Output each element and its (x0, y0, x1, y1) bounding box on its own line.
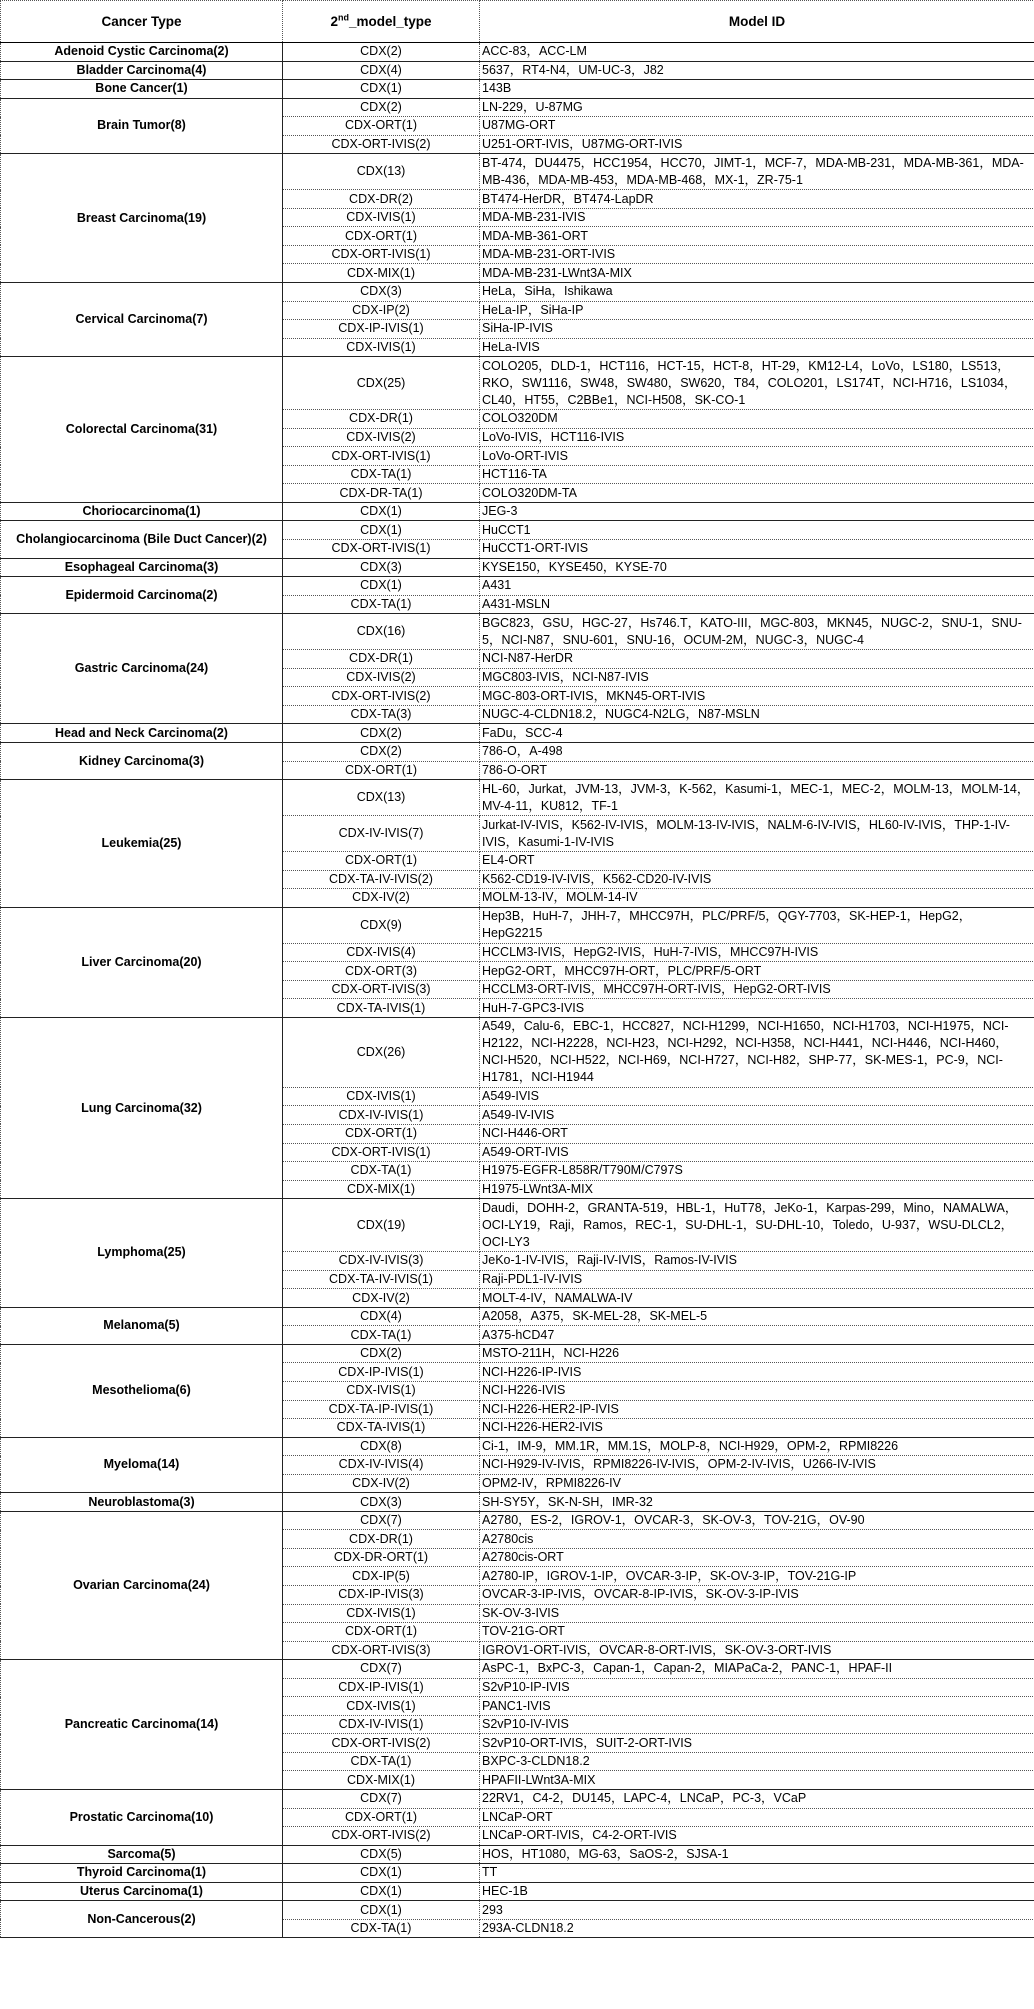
model-type-cell: CDX(19) (283, 1199, 480, 1252)
model-type-cell: CDX-IP-IVIS(1) (283, 320, 480, 339)
cancer-type-cell: Thyroid Carcinoma(1) (1, 1864, 283, 1883)
model-type-cell: CDX-TA-IV-IVIS(2) (283, 870, 480, 889)
table-row (1, 80, 1034, 99)
table-row (1, 98, 1034, 117)
model-id-cell: HCCLM3-ORT-IVIS，MHCC97H-ORT-IVIS，HepG2-ORT-IVIS (480, 980, 1034, 999)
table-row (1, 742, 1034, 761)
model-id-cell: HepG2-ORT，MHCC97H-ORT，PLC/PRF/5-ORT (480, 962, 1034, 981)
cancer-type-cell: Gastric Carcinoma(24) (1, 614, 283, 724)
model-id-cell: 22RV1，C4-2，DU145，LAPC-4，LNCaP，PC-3，VCaP (480, 1790, 1034, 1809)
model-id-cell: K562-CD19-IV-IVIS，K562-CD20-IV-IVIS (480, 870, 1034, 889)
model-type-cell: CDX-IP-IVIS(3) (283, 1586, 480, 1605)
model-id-cell: COLO205，DLD-1，HCT116，HCT-15，HCT-8，HT-29，KM12-L4，LoVo，LS180，LS513，RKO，SW1116，SW48，SW480，SW620，T84，COLO201，LS174T，NCI-H716，LS1034，CL40，HT55，C2BBe1，NCI-H508，SK-CO-1 (480, 357, 1034, 410)
model-type-cell: CDX-TA(1) (283, 1752, 480, 1771)
model-id-cell: A2780，ES-2，IGROV-1，OVCAR-3，SK-OV-3，TOV-21G，OV-90 (480, 1511, 1034, 1530)
model-id-cell: LNCaP-ORT-IVIS，C4-2-ORT-IVIS (480, 1827, 1034, 1846)
model-type-cell: CDX-IV-IVIS(3) (283, 1252, 480, 1271)
model-type-cell: CDX-IVIS(1) (283, 1087, 480, 1106)
model-id-cell: HOS，HT1080，MG-63，SaOS-2，SJSA-1 (480, 1845, 1034, 1864)
model-id-cell: HeLa-IVIS (480, 338, 1034, 357)
model-id-cell: A431 (480, 577, 1034, 596)
table-row (1, 1511, 1034, 1530)
model-type-cell: CDX-IVIS(2) (283, 668, 480, 687)
model-type-cell: CDX-IP-IVIS(1) (283, 1363, 480, 1382)
model-id-cell: FaDu，SCC-4 (480, 724, 1034, 743)
model-id-cell: SH-SY5Y，SK-N-SH，IMR-32 (480, 1493, 1034, 1512)
cancer-type-cell: Bone Cancer(1) (1, 80, 283, 99)
table-row (1, 43, 1034, 62)
model-id-cell: A2058，A375，SK-MEL-28，SK-MEL-5 (480, 1307, 1034, 1326)
model-id-cell: A549-ORT-IVIS (480, 1143, 1034, 1162)
model-id-cell: AsPC-1，BxPC-3，Capan-1，Capan-2，MIAPaCa-2，PANC-1，HPAF-II (480, 1660, 1034, 1679)
model-type-cell: CDX-TA-IP-IVIS(1) (283, 1400, 480, 1419)
table-row (1, 1199, 1034, 1252)
model-type-cell: CDX-IV-IVIS(1) (283, 1106, 480, 1125)
model-id-cell: HEC-1B (480, 1882, 1034, 1901)
model-id-cell: NCI-H226-IVIS (480, 1381, 1034, 1400)
table-row (1, 577, 1034, 596)
model-type-cell: CDX-IVIS(4) (283, 943, 480, 962)
cancer-type-cell: Liver Carcinoma(20) (1, 907, 283, 1017)
model-id-cell: HuH-7-GPC3-IVIS (480, 999, 1034, 1018)
header-model-type-post: _model_type (348, 14, 432, 29)
model-type-cell: CDX(5) (283, 1845, 480, 1864)
model-type-cell: CDX-DR(1) (283, 1530, 480, 1549)
model-id-cell: MGC-803-ORT-IVIS，MKN45-ORT-IVIS (480, 687, 1034, 706)
model-type-cell: CDX-IP(2) (283, 301, 480, 320)
model-id-cell: A2780cis (480, 1530, 1034, 1549)
model-type-cell: CDX(3) (283, 1493, 480, 1512)
cancer-type-cell: Uterus Carcinoma(1) (1, 1882, 283, 1901)
model-type-cell: CDX-TA(1) (283, 465, 480, 484)
model-type-cell: CDX-DR-TA(1) (283, 484, 480, 503)
model-id-cell: BGC823，GSU，HGC-27，Hs746.T，KATO-III，MGC-803，MKN45，NUGC-2，SNU-1，SNU-5，NCI-N87，SNU-601，SNU-16，OCUM-2M，NUGC-3，NUGC-4 (480, 614, 1034, 650)
cancer-type-cell: Neuroblastoma(3) (1, 1493, 283, 1512)
table-header (1, 1, 1034, 43)
model-type-cell: CDX(13) (283, 154, 480, 190)
model-type-cell: CDX-MIX(1) (283, 1180, 480, 1199)
model-id-cell: MGC803-IVIS，NCI-N87-IVIS (480, 668, 1034, 687)
table-row (1, 154, 1034, 190)
model-type-cell: CDX-ORT-IVIS(1) (283, 245, 480, 264)
table-row (1, 357, 1034, 410)
cancer-type-cell: Colorectal Carcinoma(31) (1, 357, 283, 503)
model-id-cell: HCT116-TA (480, 465, 1034, 484)
cancer-type-cell: Ovarian Carcinoma(24) (1, 1511, 283, 1659)
model-id-cell: LoVo-ORT-IVIS (480, 447, 1034, 466)
model-type-cell: CDX-ORT-IVIS(2) (283, 1827, 480, 1846)
model-id-cell: 143B (480, 80, 1034, 99)
model-type-cell: CDX-ORT-IVIS(1) (283, 540, 480, 559)
table-row (1, 1790, 1034, 1809)
model-type-cell: CDX(3) (283, 558, 480, 577)
cancer-type-cell: Epidermoid Carcinoma(2) (1, 577, 283, 614)
table-row (1, 724, 1034, 743)
model-type-cell: CDX-IV(2) (283, 889, 480, 908)
model-type-cell: CDX(1) (283, 1882, 480, 1901)
model-id-cell: A2780cis-ORT (480, 1548, 1034, 1567)
model-id-cell: A549-IV-IVIS (480, 1106, 1034, 1125)
model-id-cell: 5637，RT4-N4，UM-UC-3，J82 (480, 61, 1034, 80)
model-id-cell: HeLa，SiHa，Ishikawa (480, 283, 1034, 302)
cancer-type-cell: Cholangiocarcinoma (Bile Duct Cancer)(2) (1, 521, 283, 558)
model-id-cell: S2vP10-ORT-IVIS，SUIT-2-ORT-IVIS (480, 1734, 1034, 1753)
model-id-cell: LoVo-IVIS，HCT116-IVIS (480, 428, 1034, 447)
model-type-cell: CDX(2) (283, 1344, 480, 1363)
model-type-cell: CDX-IV(2) (283, 1474, 480, 1493)
model-id-cell: COLO320DM-TA (480, 484, 1034, 503)
model-id-cell: MDA-MB-231-ORT-IVIS (480, 245, 1034, 264)
table-row (1, 1864, 1034, 1883)
model-id-cell: OPM2-IV，RPMI8226-IV (480, 1474, 1034, 1493)
table-row (1, 1493, 1034, 1512)
model-id-cell: Daudi，DOHH-2，GRANTA-519，HBL-1，HuT78，JeKo-1，Karpas-299，Mino，NAMALWA，OCI-LY19，Raji，Ramos，REC-1，SU-DHL-1，SU-DHL-10，Toledo，U-937，WSU-DLCL2，OCI-LY3 (480, 1199, 1034, 1252)
model-id-cell: Hep3B，HuH-7，JHH-7，MHCC97H，PLC/PRF/5，QGY-7703，SK-HEP-1，HepG2，HepG2215 (480, 907, 1034, 943)
model-type-cell: CDX-IV-IVIS(7) (283, 816, 480, 852)
cancer-type-cell: Myeloma(14) (1, 1437, 283, 1493)
model-id-cell: U87MG-ORT (480, 117, 1034, 136)
model-type-cell: CDX(7) (283, 1790, 480, 1809)
table-row (1, 283, 1034, 302)
model-type-cell: CDX(7) (283, 1511, 480, 1530)
cancer-type-cell: Adenoid Cystic Carcinoma(2) (1, 43, 283, 62)
cancer-type-cell: Lung Carcinoma(32) (1, 1017, 283, 1198)
model-type-cell: CDX-ORT-IVIS(1) (283, 1143, 480, 1162)
table-row (1, 907, 1034, 943)
model-id-cell: MOLT-4-IV，NAMALWA-IV (480, 1289, 1034, 1308)
model-id-cell: A549，Calu-6，EBC-1，HCC827，NCI-H1299，NCI-H1650，NCI-H1703，NCI-H1975，NCI-H2122，NCI-H2228，NCI-H23，NCI-H292，NCI-H358，NCI-H441，NCI-H446，NCI-H460，NCI-H520，NCI-H522，NCI-H69，NCI-H727，NCI-H82，SHP-77，SK-MES-1，PC-9，NCI-H1781，NCI-H1944 (480, 1017, 1034, 1087)
header-model-type-pre: 2 (330, 14, 338, 29)
table-row (1, 1344, 1034, 1363)
model-type-cell: CDX(2) (283, 724, 480, 743)
header-model-type (283, 1, 480, 43)
model-type-cell: CDX(4) (283, 61, 480, 80)
cancer-type-cell: Brain Tumor(8) (1, 98, 283, 154)
model-type-cell: CDX-IVIS(1) (283, 1697, 480, 1716)
model-type-cell: CDX-ORT(1) (283, 117, 480, 136)
model-type-cell: CDX(1) (283, 502, 480, 521)
model-type-cell: CDX-TA-IVIS(1) (283, 999, 480, 1018)
model-type-cell: CDX-ORT(1) (283, 227, 480, 246)
model-id-cell: IGROV1-ORT-IVIS，OVCAR-8-ORT-IVIS，SK-OV-3-ORT-IVIS (480, 1641, 1034, 1660)
header-model-type-sup: nd (337, 12, 349, 23)
model-type-cell: CDX-ORT(1) (283, 1623, 480, 1642)
model-id-cell: COLO320DM (480, 410, 1034, 429)
cancer-type-cell: Leukemia(25) (1, 780, 283, 908)
model-type-cell: CDX-ORT(1) (283, 1808, 480, 1827)
model-type-cell: CDX-ORT(1) (283, 761, 480, 780)
table-row (1, 502, 1034, 521)
model-id-cell: EL4-ORT (480, 852, 1034, 871)
model-id-cell: MOLM-13-IV，MOLM-14-IV (480, 889, 1034, 908)
model-type-cell: CDX-IVIS(2) (283, 428, 480, 447)
model-id-cell: A2780-IP，IGROV-1-IP，OVCAR-3-IP，SK-OV-3-IP，TOV-21G-IP (480, 1567, 1034, 1586)
model-id-cell: HL-60，Jurkat，JVM-13，JVM-3，K-562，Kasumi-1，MEC-1，MEC-2，MOLM-13，MOLM-14，MV-4-11，KU812，TF-1 (480, 780, 1034, 816)
model-type-cell: CDX-TA(1) (283, 1162, 480, 1181)
model-id-cell: HeLa-IP，SiHa-IP (480, 301, 1034, 320)
model-type-cell: CDX-TA(1) (283, 595, 480, 614)
model-type-cell: CDX-MIX(1) (283, 264, 480, 283)
model-id-cell: A549-IVIS (480, 1087, 1034, 1106)
model-type-cell: CDX-ORT(1) (283, 1124, 480, 1143)
model-type-cell: CDX(2) (283, 43, 480, 62)
table-row (1, 1901, 1034, 1920)
model-id-cell: JEG-3 (480, 502, 1034, 521)
model-id-cell: U251-ORT-IVIS，U87MG-ORT-IVIS (480, 135, 1034, 154)
model-type-cell: CDX-IVIS(1) (283, 338, 480, 357)
model-type-cell: CDX(16) (283, 614, 480, 650)
model-type-cell: CDX-DR(1) (283, 650, 480, 669)
cancer-type-cell: Prostatic Carcinoma(10) (1, 1790, 283, 1846)
table-row (1, 1845, 1034, 1864)
model-id-cell: Jurkat-IV-IVIS，K562-IV-IVIS，MOLM-13-IV-IVIS，NALM-6-IV-IVIS，HL60-IV-IVIS，THP-1-IV-IVIS，Kasumi-1-IV-IVIS (480, 816, 1034, 852)
model-type-cell: CDX(1) (283, 80, 480, 99)
cancer-type-cell: Head and Neck Carcinoma(2) (1, 724, 283, 743)
cancer-type-cell: Non-Cancerous(2) (1, 1901, 283, 1938)
header-model-id: Model ID (480, 1, 1034, 43)
model-type-cell: CDX-TA-IVIS(1) (283, 1419, 480, 1438)
model-id-cell: BT-474，DU4475，HCC1954，HCC70，JIMT-1，MCF-7，MDA-MB-231，MDA-MB-361，MDA-MB-436，MDA-MB-453，MDA-MB-468，MX-1，ZR-75-1 (480, 154, 1034, 190)
model-type-cell: CDX(9) (283, 907, 480, 943)
model-id-cell: ACC-83，ACC-LM (480, 43, 1034, 62)
header-cancer-type: Cancer Type (1, 1, 283, 43)
model-type-cell: CDX(1) (283, 521, 480, 540)
cancer-type-cell: Breast Carcinoma(19) (1, 154, 283, 283)
cancer-type-cell: Kidney Carcinoma(3) (1, 742, 283, 779)
model-type-cell: CDX(1) (283, 1864, 480, 1883)
model-type-cell: CDX(4) (283, 1307, 480, 1326)
model-id-cell: H1975-LWnt3A-MIX (480, 1180, 1034, 1199)
model-id-cell: A431-MSLN (480, 595, 1034, 614)
table-row (1, 1017, 1034, 1087)
model-id-cell: S2vP10-IP-IVIS (480, 1678, 1034, 1697)
model-id-cell: NCI-H226-IP-IVIS (480, 1363, 1034, 1382)
table-row (1, 61, 1034, 80)
model-id-cell: PANC1-IVIS (480, 1697, 1034, 1716)
model-type-cell: CDX-ORT-IVIS(2) (283, 687, 480, 706)
model-type-cell: CDX(3) (283, 283, 480, 302)
model-type-cell: CDX-IV-IVIS(4) (283, 1456, 480, 1475)
model-id-cell: NCI-N87-HerDR (480, 650, 1034, 669)
cancer-type-cell: Mesothelioma(6) (1, 1344, 283, 1437)
model-id-cell: TOV-21G-ORT (480, 1623, 1034, 1642)
table-row (1, 1660, 1034, 1679)
model-type-cell: CDX-ORT-IVIS(2) (283, 1734, 480, 1753)
model-id-cell: NCI-H929-IV-IVIS，RPMI8226-IV-IVIS，OPM-2-IV-IVIS，U266-IV-IVIS (480, 1456, 1034, 1475)
model-id-cell: NCI-H226-HER2-IP-IVIS (480, 1400, 1034, 1419)
model-id-cell: BXPC-3-CLDN18.2 (480, 1752, 1034, 1771)
model-type-cell: CDX-ORT-IVIS(3) (283, 980, 480, 999)
model-id-cell: NCI-H226-HER2-IVIS (480, 1419, 1034, 1438)
model-type-cell: CDX-ORT-IVIS(3) (283, 1641, 480, 1660)
model-type-cell: CDX(13) (283, 780, 480, 816)
model-id-cell: HCCLM3-IVIS，HepG2-IVIS，HuH-7-IVIS，MHCC97H-IVIS (480, 943, 1034, 962)
model-type-cell: CDX-IV-IVIS(1) (283, 1715, 480, 1734)
model-type-cell: CDX-TA(1) (283, 1326, 480, 1345)
model-type-cell: CDX-ORT-IVIS(1) (283, 447, 480, 466)
model-id-cell: MDA-MB-361-ORT (480, 227, 1034, 246)
cancer-type-cell: Lymphoma(25) (1, 1199, 283, 1308)
model-id-cell: A375-hCD47 (480, 1326, 1034, 1345)
model-id-cell: HuCCT1 (480, 521, 1034, 540)
model-id-cell: TT (480, 1864, 1034, 1883)
cancer-type-cell: Melanoma(5) (1, 1307, 283, 1344)
model-type-cell: CDX-ORT-IVIS(2) (283, 135, 480, 154)
model-type-cell: CDX(1) (283, 577, 480, 596)
model-type-cell: CDX-IP-IVIS(1) (283, 1678, 480, 1697)
model-id-cell: HuCCT1-ORT-IVIS (480, 540, 1034, 559)
model-id-cell: LNCaP-ORT (480, 1808, 1034, 1827)
model-id-cell: Raji-PDL1-IV-IVIS (480, 1270, 1034, 1289)
table-row (1, 1882, 1034, 1901)
model-id-cell: JeKo-1-IV-IVIS，Raji-IV-IVIS，Ramos-IV-IVIS (480, 1252, 1034, 1271)
model-id-cell: KYSE150，KYSE450，KYSE-70 (480, 558, 1034, 577)
model-type-cell: CDX-IVIS(1) (283, 1381, 480, 1400)
table-row (1, 1307, 1034, 1326)
model-id-cell: HPAFII-LWnt3A-MIX (480, 1771, 1034, 1790)
model-type-cell: CDX(2) (283, 742, 480, 761)
cancer-type-cell: Sarcoma(5) (1, 1845, 283, 1864)
table-row (1, 1437, 1034, 1456)
model-type-cell: CDX-MIX(1) (283, 1771, 480, 1790)
cancer-type-cell: Pancreatic Carcinoma(14) (1, 1660, 283, 1790)
model-type-cell: CDX-TA(3) (283, 705, 480, 724)
table-row (1, 558, 1034, 577)
model-id-cell: S2vP10-IV-IVIS (480, 1715, 1034, 1734)
table-body (1, 43, 1034, 1938)
cancer-type-cell: Esophageal Carcinoma(3) (1, 558, 283, 577)
model-id-cell: NUGC-4-CLDN18.2，NUGC4-N2LG，N87-MSLN (480, 705, 1034, 724)
model-id-cell: 293 (480, 1901, 1034, 1920)
model-type-cell: CDX-ORT(3) (283, 962, 480, 981)
model-id-cell: NCI-H446-ORT (480, 1124, 1034, 1143)
model-type-cell: CDX-DR(1) (283, 410, 480, 429)
model-id-cell: H1975-EGFR-L858R/T790M/C797S (480, 1162, 1034, 1181)
model-id-cell: Ci-1，IM-9，MM.1R，MM.1S，MOLP-8，NCI-H929，OPM-2，RPMI8226 (480, 1437, 1034, 1456)
cancer-type-cell: Choriocarcinoma(1) (1, 502, 283, 521)
model-type-cell: CDX-IP(5) (283, 1567, 480, 1586)
model-id-cell: 786-O-ORT (480, 761, 1034, 780)
model-id-cell: OVCAR-3-IP-IVIS，OVCAR-8-IP-IVIS，SK-OV-3-IP-IVIS (480, 1586, 1034, 1605)
model-id-cell: MSTO-211H，NCI-H226 (480, 1344, 1034, 1363)
model-type-cell: CDX(7) (283, 1660, 480, 1679)
model-type-cell: CDX-TA(1) (283, 1919, 480, 1938)
cancer-type-cell: Cervical Carcinoma(7) (1, 283, 283, 357)
cancer-type-cell: Bladder Carcinoma(4) (1, 61, 283, 80)
model-type-cell: CDX(8) (283, 1437, 480, 1456)
header-row (1, 1, 1034, 43)
model-id-cell: 786-O，A-498 (480, 742, 1034, 761)
table-row (1, 614, 1034, 650)
model-id-cell: SK-OV-3-IVIS (480, 1604, 1034, 1623)
model-id-cell: SiHa-IP-IVIS (480, 320, 1034, 339)
model-type-cell: CDX-IVIS(1) (283, 1604, 480, 1623)
model-type-cell: CDX-IVIS(1) (283, 208, 480, 227)
model-type-cell: CDX-DR-ORT(1) (283, 1548, 480, 1567)
model-type-cell: CDX(1) (283, 1901, 480, 1920)
model-type-cell: CDX-DR(2) (283, 190, 480, 209)
model-type-cell: CDX(2) (283, 98, 480, 117)
model-id-cell: 293A-CLDN18.2 (480, 1919, 1034, 1938)
table-row (1, 780, 1034, 816)
model-id-cell: MDA-MB-231-LWnt3A-MIX (480, 264, 1034, 283)
model-type-cell: CDX-IV(2) (283, 1289, 480, 1308)
model-type-cell: CDX-TA-IV-IVIS(1) (283, 1270, 480, 1289)
model-id-cell: LN-229，U-87MG (480, 98, 1034, 117)
model-type-cell: CDX(25) (283, 357, 480, 410)
model-type-cell: CDX-ORT(1) (283, 852, 480, 871)
model-type-cell: CDX(26) (283, 1017, 480, 1087)
model-id-cell: MDA-MB-231-IVIS (480, 208, 1034, 227)
model-id-cell: BT474-HerDR，BT474-LapDR (480, 190, 1034, 209)
table-row (1, 521, 1034, 540)
